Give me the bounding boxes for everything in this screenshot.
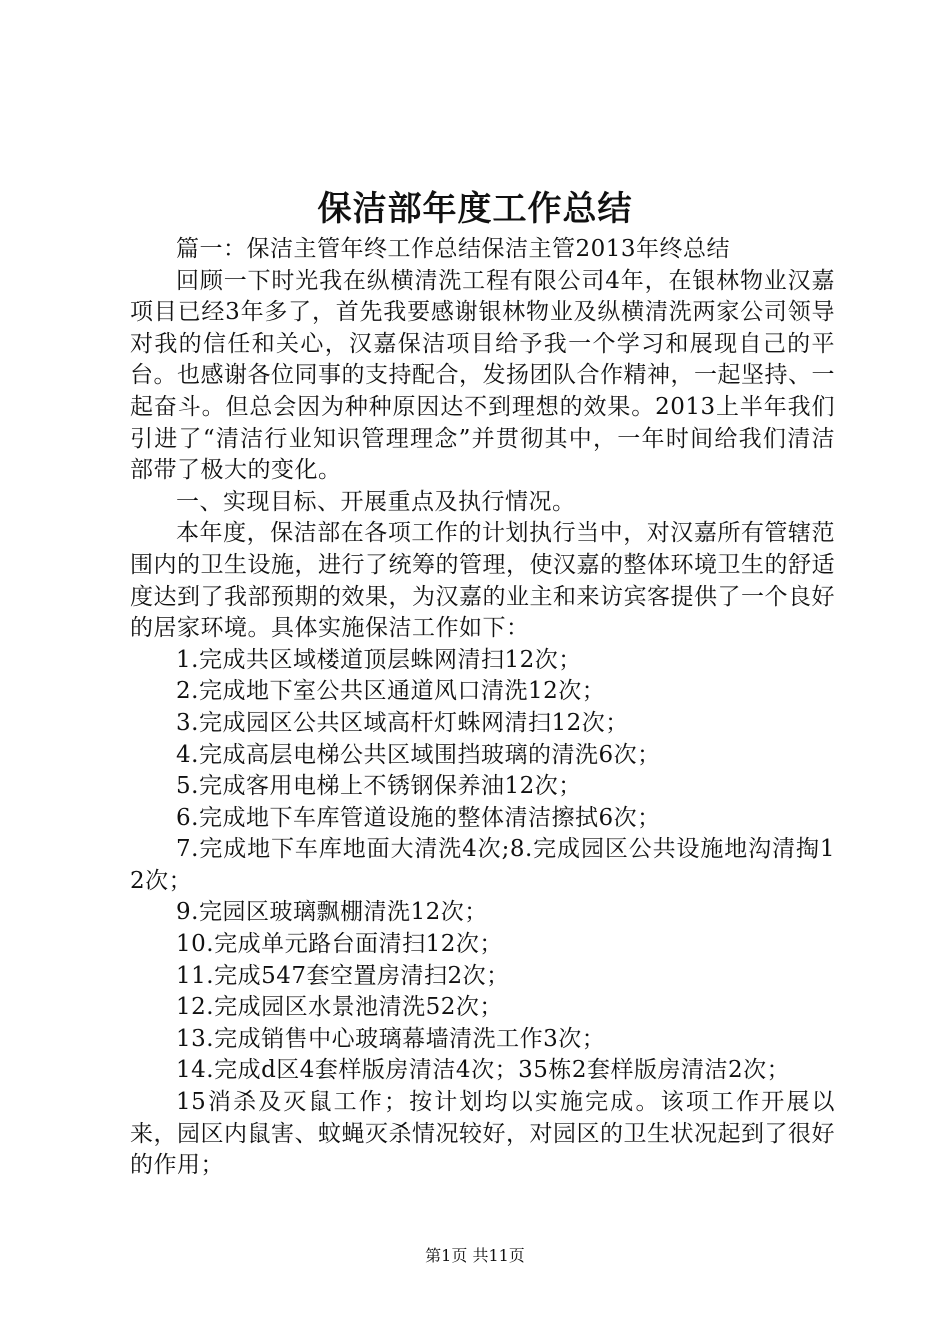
paragraph-annual-work: 本年度，保洁部在各项工作的计划执行当中，对汉嘉所有管辖范围内的卫生设施，进行了统筹的管理，使汉嘉的整体环境卫生的舒适度达到了我部预期的效果，为汉嘉的业主和来访宾客提供了一个良好的居家环境。具体实施保洁工作如下： [130, 520, 835, 642]
list-item: 14.完成d区4套样版房清洁4次；35栋2套样版房清洁2次； [176, 1057, 791, 1084]
list-item: 9.完园区玻璃飘棚清洗12次； [176, 899, 488, 926]
list-item: 12.完成园区水景池清洗52次； [176, 994, 503, 1021]
list-item: 15消杀及灭鼠工作；按计划均以实施完成。该项工作开展以来，园区内鼠害、蚊蝇灭杀情况较好，对园区的卫生状况起到了很好的作用； [130, 1089, 835, 1179]
list-item: 10.完成单元路台面清扫12次； [176, 931, 503, 958]
list-item: 13.完成销售中心玻璃幕墙清洗工作3次； [176, 1025, 606, 1052]
document-body [130, 234, 835, 1182]
list-item: 4.完成高层电梯公共区域围挡玻璃的清洗6次； [176, 741, 661, 768]
list-item: 7.完成地下车库地面大清洗4次;8.完成园区公共设施地沟清掏12次； [130, 836, 835, 894]
list-item: 11.完成547套空置房清扫2次； [176, 962, 510, 989]
list-item: 3.完成园区公共区域高杆灯蛛网清扫12次； [176, 709, 629, 736]
page-number: 第1页 共11页 [425, 1246, 525, 1265]
paragraph-review: 回顾一下时光我在纵横清洗工程有限公司4年，在银林物业汉嘉项目已经3年多了，首先我要感谢银林物业及纵横清洗两家公司领导对我的信任和关心，汉嘉保洁项目给予我一个学习和展现自己的平台。也感谢各位同事的支持配合，发扬团队合作精神，一起坚持、一起奋斗。但总会因为种种原因达不到理想的效果。2013上半年我们引进了“清洁行业知识管理理念”并贯彻其中，一年时间给我们清洁部带了极大的变化。 [130, 267, 835, 484]
list-item: 1.完成共区域楼道顶层蛛网清扫12次； [176, 646, 582, 673]
list-item: 6.完成地下车库管道设施的整体清洁擦拭6次； [176, 804, 661, 831]
paragraph-subtitle: 篇一：保洁主管年终工作总结保洁主管2013年终总结 [176, 236, 731, 262]
list-item: 2.完成地下室公共区通道风口清洗12次； [176, 678, 606, 705]
document-title: 保洁部年度工作总结 [317, 189, 633, 229]
list-item: 5.完成客用电梯上不锈钢保养油12次； [176, 773, 582, 800]
paragraph-section-heading: 一、实现目标、开展重点及执行情况。 [176, 488, 576, 515]
